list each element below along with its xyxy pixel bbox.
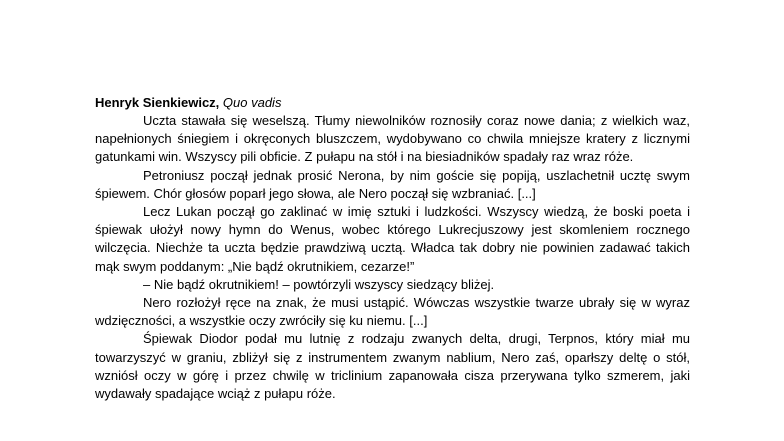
- paragraph-feast: Uczta stawała się weselszą. Tłumy niewolników roznosiły coraz nowe dania; z wielkich waz, napełnionych śniegiem i okręconych bluszczem, wydobywano co chwila mniejsze kratery z licznymi gatunkami win. Wszyscy pili obficie. Z pułapu na stół i na biesiadników spadały raz wraz róże.: [95, 113, 690, 165]
- paragraph-diodor: Śpiewak Diodor podał mu lutnię z rodzaju zwanych delta, drugi, Terpnos, który miał mu towarzyszyć w graniu, zbliżył się z instrumentem zwanym nablium, Nero zaś, oparłszy deltę o stół, wzniósł oczy w górę i przez chwilę w triclinium zapanowała cisza przerywana tylko szmerem, jaki wydawały spadające wciąż z pułapu róże.: [95, 331, 690, 402]
- work-title: Quo vadis: [222, 95, 282, 110]
- paragraph-petronius: Petroniusz począł jednak prosić Nerona, by nim goście się popiją, uszlachetnił ucztę swym śpiewem. Chór głosów poparł jego słowa, ale Nero począł się wzbraniać. [...]: [95, 167, 690, 201]
- author-name: Henryk Sienkiewicz,: [95, 95, 220, 110]
- document-heading: [95, 94, 690, 112]
- paragraph-nero-yields: Nero rozłożył ręce na znak, że musi ustąpić. Wówczas wszystkie twarze ubrały się w wyraz wdzięczności, a wszystkie oczy zwróciły się ku niemu. [...]: [95, 295, 690, 329]
- paragraph-chorus: – Nie bądź okrutnikiem! – powtórzyli wszyscy siedzący bliżej.: [143, 276, 495, 292]
- document-page: [95, 94, 690, 403]
- paragraph-lucan: Lecz Lukan począł go zaklinać w imię sztuki i ludzkości. Wszyscy wiedzą, że boski poeta i śpiewak ułożył nowy hymn do Wenus, wobec którego Lukrecjuszowy jest skomleniem rocznego wilczęcia. Niechże ta uczta będzie prawdziwą ucztą. Władca tak dobry nie powinien zadawać takich mąk swym poddanym: „Nie bądź okrutnikiem, cezarze!”: [95, 204, 690, 274]
